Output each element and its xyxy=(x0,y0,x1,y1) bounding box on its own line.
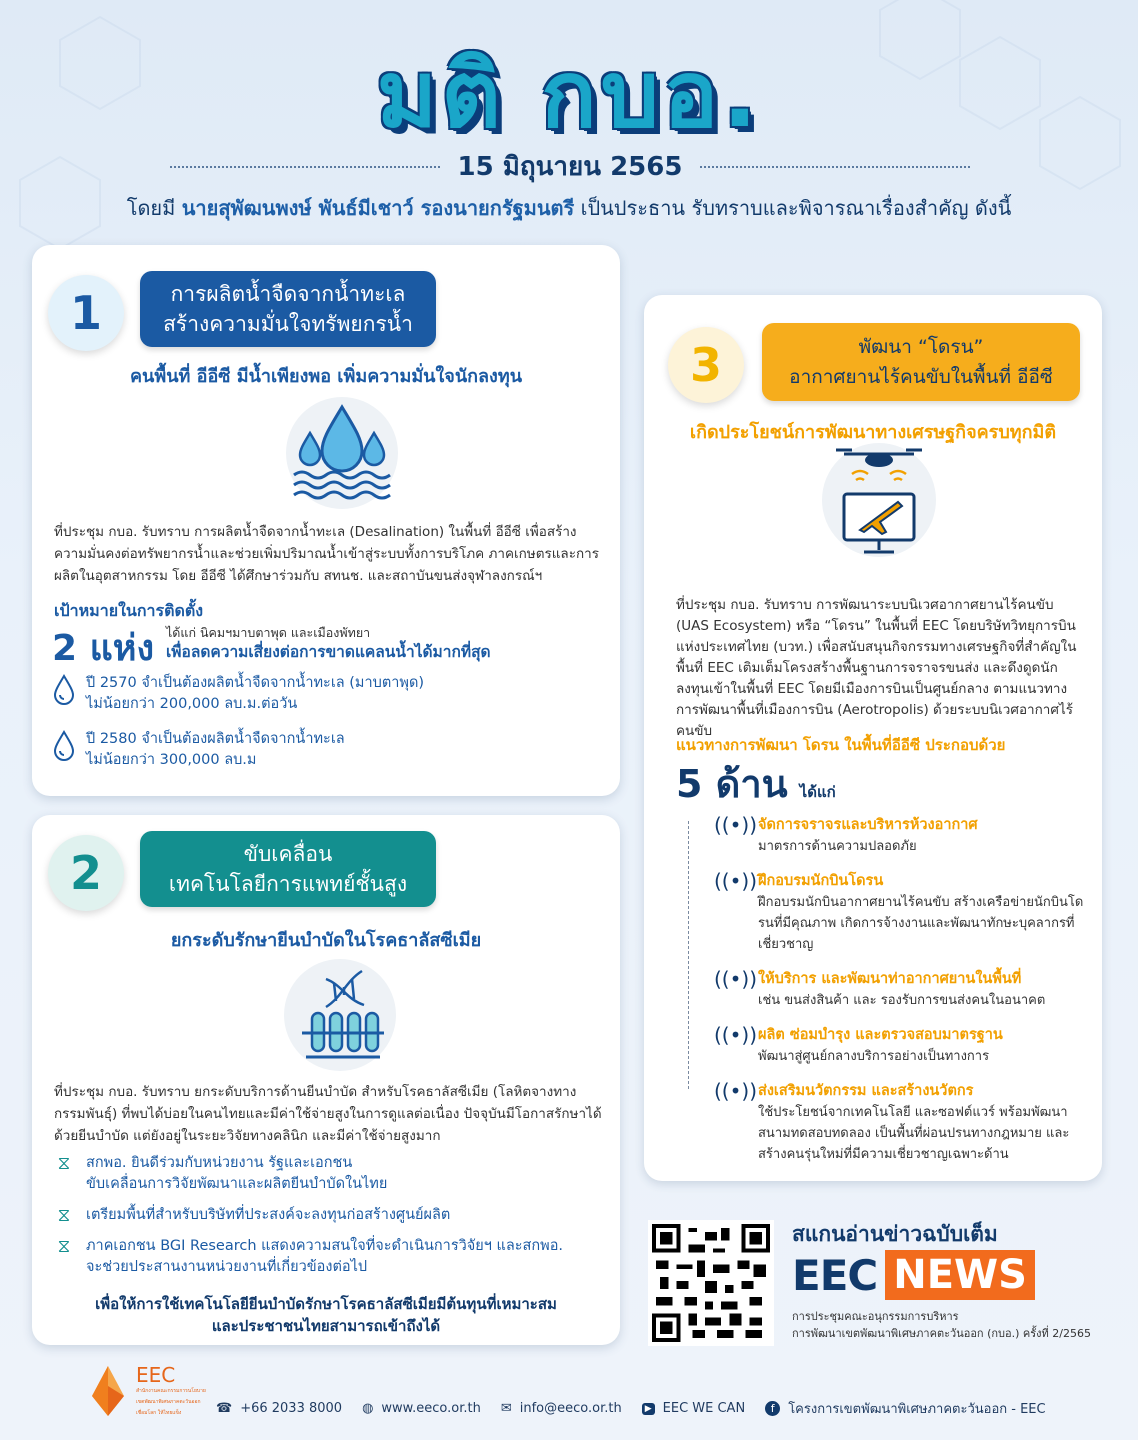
bullet-list xyxy=(52,1153,602,1278)
wifi-icon: ((•)) xyxy=(714,869,758,893)
section-title-pill xyxy=(140,271,436,347)
divider xyxy=(700,166,970,168)
phone-item[interactable] xyxy=(216,1398,342,1419)
target-count: 2 แห่ง xyxy=(52,628,155,669)
youtube-icon: ▶ xyxy=(642,1403,655,1415)
bullet-line: ไม่น้อยกว่า 200,000 ลบ.ม.ต่อวัน xyxy=(86,696,298,712)
list-item xyxy=(52,673,602,715)
intro-prefix: โดยมี xyxy=(126,196,182,220)
list-item xyxy=(714,1079,1084,1165)
caption-line: การพัฒนาเขตพัฒนาพิเศษภาคตะวันออก (กบอ.) ครั้งที่ 2/2565 xyxy=(792,1327,1091,1340)
email-link[interactable] xyxy=(501,1398,622,1419)
globe-icon: ◍ xyxy=(362,1401,374,1416)
qr-code[interactable] xyxy=(648,1220,774,1346)
water-drops-icon xyxy=(286,397,398,509)
intro-text xyxy=(0,192,1138,224)
wifi-icon: ((•)) xyxy=(714,1023,758,1047)
bullet-line: จะช่วยประสานงานหน่วยงานที่เกี่ยวข้องต่อไป xyxy=(86,1259,368,1275)
dimension-count: 5 ด้าน xyxy=(676,762,788,806)
facebook-link[interactable] xyxy=(765,1398,1045,1419)
wifi-icon: ((•)) xyxy=(714,1079,758,1103)
drone-plane-icon xyxy=(822,443,936,557)
eec-logo-icon xyxy=(88,1362,128,1420)
facebook-icon: f xyxy=(765,1401,780,1416)
title-line: พัฒนา “โดรน” xyxy=(858,336,984,358)
facebook-text: โครงการเขตพัฒนาพิเศษภาคตะวันออก - EEC xyxy=(788,1402,1046,1417)
section-number: 2 xyxy=(48,835,124,911)
logo-sub: เชื่อมโลก ให้ไทยแข็ง xyxy=(136,1409,182,1416)
phone-text: +66 2033 8000 xyxy=(240,1401,343,1416)
phone-icon: ☎ xyxy=(216,1401,233,1416)
section-closing xyxy=(32,1293,620,1337)
logo-sub: สำนักงานคณะกรรมการนโยบายเขตพัฒนาพิเศษภาคตะวันออก xyxy=(136,1387,206,1405)
logo-text: EEC xyxy=(136,1362,176,1387)
section-title-pill xyxy=(140,831,436,907)
section-subtitle: เกิดประโยชน์การพัฒนาทางเศรษฐกิจครบทุกมิติ xyxy=(689,422,1057,443)
intro-suffix: เป็นประธาน รับทราบและพิจารณาเรื่องสำคัญ ดังนี้ xyxy=(574,196,1012,220)
guide-label: แนวทางการพัฒนา โดรน ในพื้นที่อีอีซี ประกอบด้วย xyxy=(676,736,1006,754)
footer-contacts xyxy=(216,1398,1046,1419)
title-line: อากาศยานไร้คนขับในพื้นที่ อีอีซี xyxy=(789,366,1053,388)
list-item xyxy=(52,729,602,771)
target-purpose: เพื่อลดความเสี่ยงต่อการขาดแคลนน้ำได้มากที่สุด xyxy=(166,643,491,661)
drop-icon xyxy=(52,673,76,705)
target-label: เป้าหมายในการติดตั้ง xyxy=(54,601,204,620)
bullet-list xyxy=(52,673,602,771)
section-3-card xyxy=(644,295,1102,1181)
eec-news-logo xyxy=(792,1250,1035,1300)
list-item xyxy=(52,1153,602,1195)
item-head: จัดการจราจรและบริหารห้วงอากาศ xyxy=(758,817,978,833)
bullet-line: ปี 2570 จำเป็นต้องผลิตน้ำจืดจากน้ำทะเล (มาบตาพุด) xyxy=(86,675,425,691)
section-subtitle: ยกระดับรักษายีนบำบัดในโรคธาลัสซีเมีย xyxy=(170,930,482,951)
section-paragraph: ที่ประชุม กบอ. รับทราบ การพัฒนาระบบนิเวศอากาศยานไร้คนขับ (UAS Ecosystem) หรือ “โดรน” ในพื้นที่ EEC โดยบริษัทวิทยุการบินแห่งประเทศไทย (บวท.) เพื่อสนับสนุนกิจกรรมทางเศรษฐกิจที่สำคัญในพื้นที่ EEC เติมเต็มโครงสร้างพื้นฐานการจราจรขนส่ง และดึงดูดนักลงทุนเข้าในพื้นที่ EEC โดยมีเมืองการบินเป็นศูนย์กลาง ตามแนวทางการพัฒนาพื้นที่เมืองการบิน (Aerotropolis) ด้วยระบบนิเวศอากาศไร้คนขับ xyxy=(676,597,1077,739)
timeline-line xyxy=(688,821,690,1089)
section-2-card xyxy=(32,815,620,1345)
item-head: ผลิต ซ่อมบำรุง และตรวจสอบมาตรฐาน xyxy=(758,1027,1003,1043)
youtube-link[interactable] xyxy=(642,1398,745,1419)
meeting-date: 15 มิถุนายน 2565 xyxy=(457,152,683,182)
wifi-icon: ((•)) xyxy=(714,967,758,991)
title-line: ขับเคลื่อน xyxy=(243,842,333,866)
closing-line: และประชาชนไทยสามารถเข้าถึงได้ xyxy=(211,1317,441,1335)
section-1-card xyxy=(32,245,620,796)
title-line: สร้างความมั่นใจทรัพยกรน้ำ xyxy=(163,312,413,336)
section-subtitle: คนพื้นที่ อีอีซี มีน้ำเพียงพอ เพิ่มความมั่นใจนักลงทุน xyxy=(129,366,523,387)
youtube-text: EEC WE CAN xyxy=(662,1401,746,1416)
count-row xyxy=(676,753,836,814)
dna-icon: ⧖ xyxy=(57,1205,71,1226)
section-paragraph: ที่ประชุม กบอ. รับทราบ การผลิตน้ำจืดจากน้ำทะเล (Desalination) ในพื้นที่ อีอีซี เพื่อสร้างความมั่นคงต่อทรัพยากรน้ำและช่วยเพิ่มปริมาณน้ำเข้าสู่ระบบทั้งการบริโภค ภาคเกษตรและการผลิตในอุตสาหกรรม โดย อีอีซี ได้ศึกษาร่วมกับ สทนช. และสถาบันขนส่งจุฬาลงกรณ์ฯ xyxy=(54,524,599,584)
bullet-line: ไม่น้อยกว่า 300,000 ลบ.ม xyxy=(86,752,257,768)
bullet-line: เตรียมพื้นที่สำหรับบริษัทที่ประสงค์จะลงทุนก่อสร้างศูนย์ผลิต xyxy=(86,1207,451,1223)
divider xyxy=(170,166,440,168)
dna-test-tubes-icon xyxy=(284,959,396,1071)
bullet-line: สกพอ. ยินดีร่วมกับหน่วยงาน รัฐและเอกชน xyxy=(86,1155,353,1171)
brand-right: NEWS xyxy=(885,1250,1035,1300)
mail-icon: ✉ xyxy=(500,1401,512,1416)
bullet-line: ปี 2580 จำเป็นต้องผลิตน้ำจืดจากน้ำทะเล xyxy=(86,731,345,747)
list-item xyxy=(714,967,1084,1011)
caption-line: การประชุมคณะอนุกรรมการบริหาร xyxy=(792,1310,959,1323)
bullet-line: ภาคเอกชน BGI Research แสดงความสนใจที่จะดำเนินการวิจัยฯ และสกพอ. xyxy=(86,1238,564,1254)
item-head: ส่งเสริมนวัตกรรม และสร้างนวัตกร xyxy=(758,1083,974,1099)
dna-icon: ⧖ xyxy=(57,1236,71,1257)
list-item xyxy=(52,1205,602,1226)
web-text: www.eeco.or.th xyxy=(381,1401,481,1416)
section-number: 3 xyxy=(668,327,744,403)
item-desc: ใช้ประโยชน์จากเทคโนโลยี และซอฟต์แวร์ พร้อมพัฒนาสนามทดสอบทดลอง เป็นพื้นที่ผ่อนปรนทางกฎหมาย และสร้างคนรุ่นใหม่ที่มีความเชี่ยวชาญเฉพาะด้าน xyxy=(758,1105,1070,1162)
section-number: 1 xyxy=(48,275,124,351)
brand-left: EEC xyxy=(792,1250,878,1300)
section-paragraph: ที่ประชุม กบอ. รับทราบ ยกระดับบริการด้านยีนบำบัด สำหรับโรคธาลัสซีเมีย (โลหิตจางทางกรรมพันธุ์) ที่พบได้บ่อยในคนไทยและมีค่าใช้จ่ายสูงในการดูแลต่อเนื่อง ปัจจุบันมีโอกาสรักษาได้ด้วยยีนบำบัด แต่ยังอยู่ในระยะวิจัยทางคลินิก และมีค่าใช้จ่ายสูงมาก xyxy=(54,1084,602,1144)
item-head: ให้บริการ และพัฒนาท่าอากาศยานในพื้นที่ xyxy=(758,971,1022,987)
closing-line: เพื่อให้การใช้เทคโนโลยียีนบำบัดรักษาโรคธาลัสซีเมียมีต้นทุนที่เหมาะสม xyxy=(95,1295,557,1313)
intro-chairman: นายสุพัฒนพงษ์ พันธ์มีเชาว์ รองนายกรัฐมนตรี xyxy=(181,196,575,220)
news-caption xyxy=(792,1308,1091,1342)
email-text: info@eeco.or.th xyxy=(519,1401,622,1416)
title-line: เทคโนโลยีการแพทย์ชั้นสูง xyxy=(168,872,408,896)
list-item xyxy=(714,1023,1084,1067)
web-link[interactable] xyxy=(362,1398,481,1419)
item-desc: เช่น ขนส่งสินค้า และ รองรับการขนส่งคนในอนาคต xyxy=(758,993,1046,1008)
scan-text: สแกนอ่านข่าวฉบับเต็ม xyxy=(792,1222,998,1246)
title-line: การผลิตน้ำจืดจากน้ำทะเล xyxy=(170,282,406,306)
item-desc: ฝึกอบรมนักบินอากาศยานไร้คนขับ สร้างเครือข่ายนักบินโดรนที่มีคุณภาพ เกิดการจ้างงานและพัฒนาทักษะบุคลากรที่เชี่ยวชาญ xyxy=(758,895,1084,952)
bullet-line: ขับเคลื่อนการวิจัยพัฒนาและผลิตยีนบำบัดในไทย xyxy=(86,1176,388,1192)
dimension-list xyxy=(714,813,1084,1165)
dna-icon: ⧖ xyxy=(57,1153,71,1174)
item-desc: มาตรการด้านความปลอดภัย xyxy=(758,839,917,854)
drop-icon xyxy=(52,729,76,761)
date-row xyxy=(170,146,970,187)
list-item xyxy=(714,869,1084,955)
item-desc: พัฒนาสู่ศูนย์กลางบริการอย่างเป็นทางการ xyxy=(758,1049,990,1064)
page-title: มติ กบอ. xyxy=(376,41,762,148)
list-item xyxy=(714,813,1084,857)
count-suffix: ได้แก่ xyxy=(799,783,836,801)
eec-logo xyxy=(88,1362,206,1420)
wifi-icon: ((•)) xyxy=(714,813,758,837)
item-head: ฝึกอบรมนักบินโดรน xyxy=(758,873,884,889)
list-item xyxy=(52,1236,602,1278)
target-note: ได้แก่ นิคมฯมาบตาพุด และเมืองพัทยา xyxy=(166,625,371,640)
section-title-pill xyxy=(762,323,1080,401)
